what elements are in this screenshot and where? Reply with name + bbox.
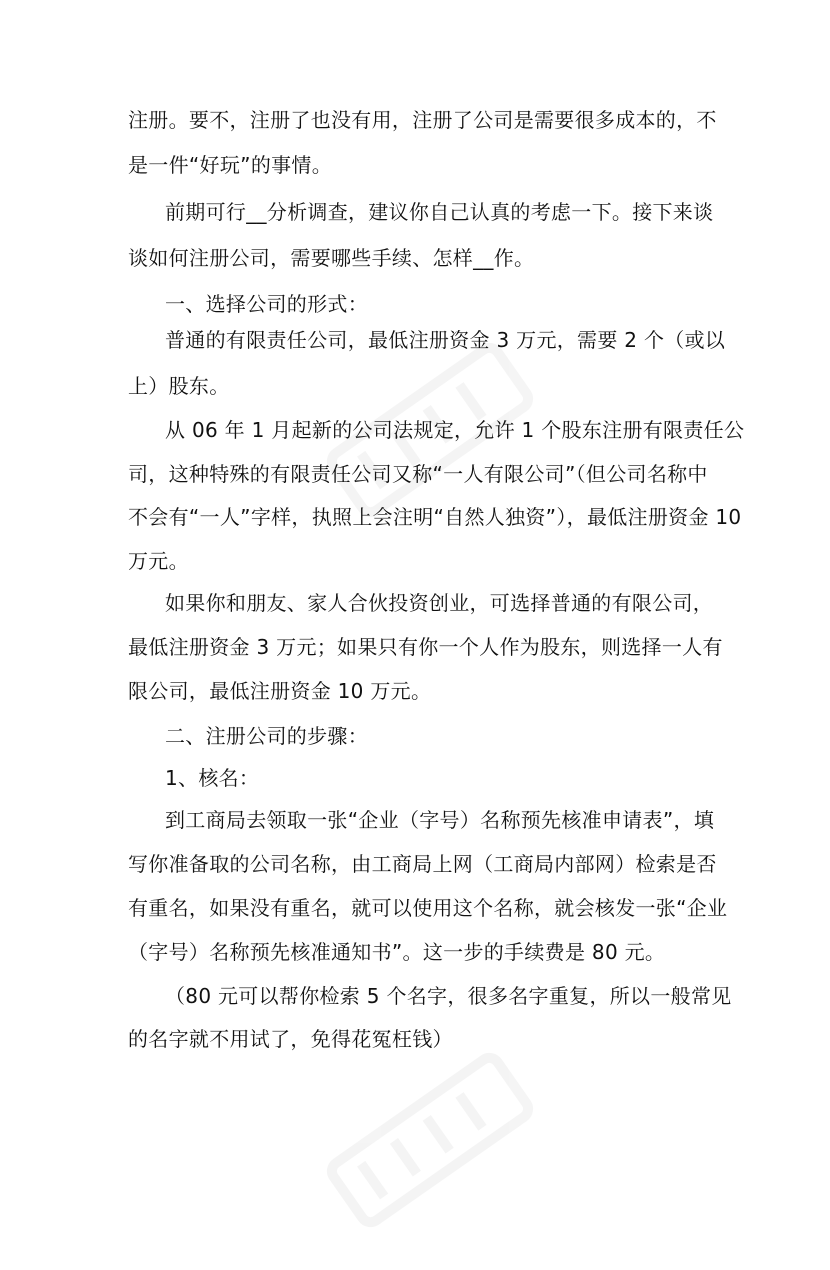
paragraph-line: 前期可行__分析调查，建议你自己认真的考虑一下。接下来谈 — [165, 200, 714, 224]
section-heading: 一、选择公司的形式： — [165, 292, 368, 316]
paragraph-line: 司，这种特殊的有限责任公司又称“一人有限公司”（但公司名称中 — [128, 462, 708, 486]
paragraph-line: 最低注册资金 3 万元；如果只有你一个人作为股东，则选择一人有 — [128, 635, 723, 659]
paragraph-line: 是一件“好玩”的事情。 — [128, 153, 333, 177]
paragraph-line: 上）股东。 — [128, 374, 230, 398]
paragraph-line: 不会有“一人”字样，执照上会注明“自然人独资”），最低注册资金 10 — [128, 505, 742, 529]
paragraph-line: 普通的有限责任公司，最低注册资金 3 万元，需要 2 个（或以 — [165, 328, 726, 352]
section-heading: 二、注册公司的步骤： — [165, 724, 368, 748]
paragraph-line: 到工商局去领取一张“企业（字号）名称预先核准申请表”，填 — [165, 808, 715, 832]
paragraph-line: 的名字就不用试了，免得花冤枉钱） — [128, 1027, 453, 1051]
paragraph-line: 有重名，如果没有重名，就可以使用这个名称，就会核发一张“企业 — [128, 896, 728, 920]
paragraph-line: 如果你和朋友、家人合伙投资创业，可选择普通的有限公司， — [165, 591, 714, 615]
subsection-heading: 1、核名： — [165, 766, 260, 790]
paragraph-line: 限公司，最低注册资金 10 万元。 — [128, 679, 432, 703]
paragraph-line: 从 06 年 1 月起新的公司法规定，允许 1 个股东注册有限责任公 — [165, 418, 745, 442]
paragraph-line: （字号）名称预先核准通知书”。这一步的手续费是 80 元。 — [128, 940, 666, 964]
paragraph-line: 万元。 — [128, 549, 189, 573]
paragraph-line: 注册。要不，注册了也没有用，注册了公司是需要很多成本的，不 — [128, 108, 717, 132]
paragraph-line: （80 元可以帮你检索 5 个名字，很多名字重复，所以一般常见 — [165, 984, 732, 1008]
paragraph-line: 写你准备取的公司名称，由工商局上网（工商局内部网）检索是否 — [128, 852, 717, 876]
paragraph-line: 谈如何注册公司，需要哪些手续、怎样__作。 — [128, 246, 535, 270]
